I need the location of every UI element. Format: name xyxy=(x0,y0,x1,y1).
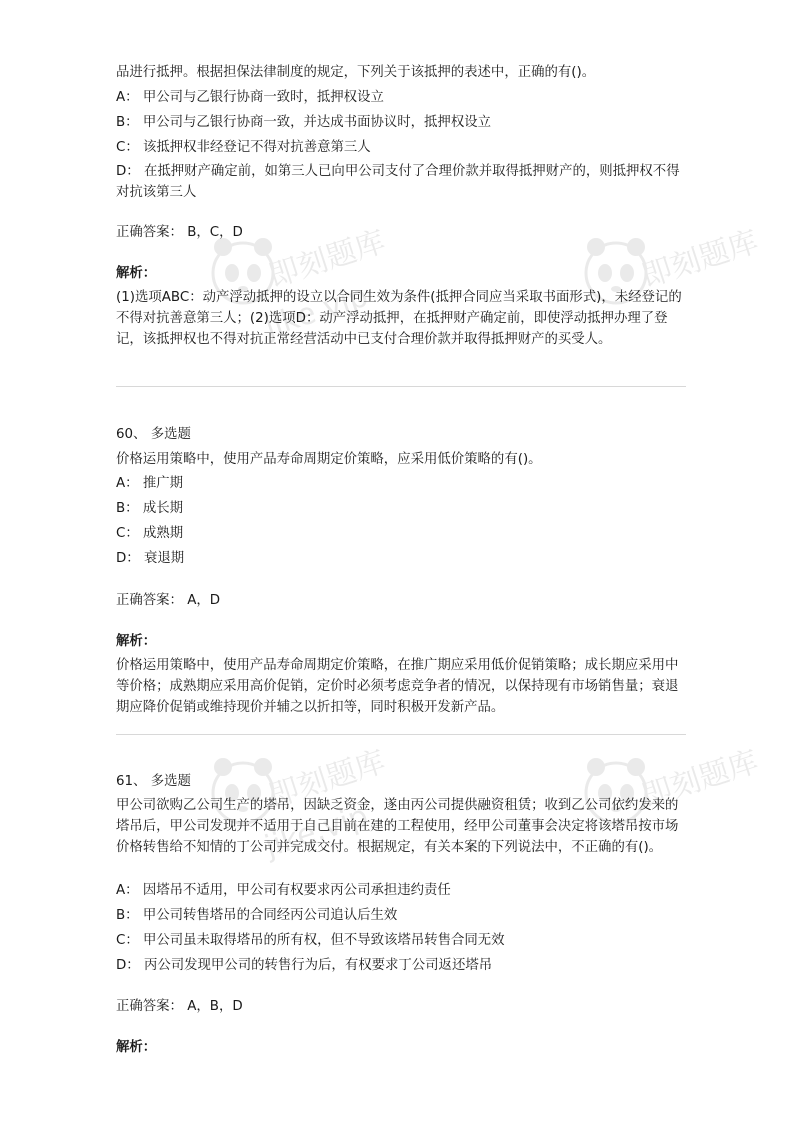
option-key: B： xyxy=(116,501,139,516)
section-divider xyxy=(116,734,686,735)
watermark-brand: 即刻题库 xyxy=(637,744,763,815)
question-header xyxy=(116,772,686,791)
option-d[interactable] xyxy=(116,956,686,975)
option-text: 甲公司转售塔吊的合同经丙公司追认后生效 xyxy=(142,908,398,923)
answer-value: B，C，D xyxy=(187,225,243,240)
option-key: A： xyxy=(116,883,139,898)
option-b[interactable] xyxy=(116,906,686,925)
option-d[interactable] xyxy=(116,549,686,568)
option-b[interactable] xyxy=(116,113,686,132)
answer-label: 正确答案： xyxy=(116,593,183,608)
question-stem: 价格运用策略中，使用产品寿命周期定价策略，应采用低价策略的有()。 xyxy=(116,452,542,467)
question-type: 多选题 xyxy=(150,427,191,442)
question-stem-tail: 品进行抵押。根据担保法律制度的规定，下列关于该抵押的表述中，正确的有()。 xyxy=(116,65,596,80)
option-b[interactable] xyxy=(116,499,686,518)
option-text: 甲公司虽未取得塔吊的所有权，但不导致该塔吊转售合同无效 xyxy=(143,933,505,948)
option-text: 该抵押权非经登记不得对抗善意第三人 xyxy=(143,140,371,155)
option-text: 甲公司与乙银行协商一致，并达成书面协议时，抵押权设立 xyxy=(142,115,491,130)
option-key: C： xyxy=(116,933,139,948)
option-text: 丙公司发现甲公司的转售行为后，有权要求丁公司返还塔吊 xyxy=(143,958,493,973)
question-header xyxy=(116,425,686,444)
option-c[interactable] xyxy=(116,138,686,157)
option-d[interactable] xyxy=(116,161,686,203)
analysis-text: 价格运用策略中，使用产品寿命周期定价策略，在推广期应采用低价促销策略；成长期应采用中等价格；成熟期应采用高价促销，定价时必须考虑竞争者的情况，以保持现有市场销售量；衰退期应降价促销或维持现价并辅之以折扣等，同时积极开发新产品。 xyxy=(116,658,679,715)
option-text: 甲公司与乙银行协商一致时，抵押权设立 xyxy=(142,90,384,105)
answer-row xyxy=(116,223,686,242)
answer-row xyxy=(116,997,686,1016)
option-text: 衰退期 xyxy=(143,551,185,566)
option-c[interactable] xyxy=(116,931,686,950)
option-key: C： xyxy=(116,526,139,541)
question-number: 61、 xyxy=(116,774,147,789)
option-key: D： xyxy=(116,958,140,973)
analysis-text: (1)选项ABC：动产浮动抵押的设立以合同生效为条件(抵押合同应当采取书面形式)，未经登记的不得对抗善意第三人；(2)选项D：动产浮动抵押，在抵押财产确定前，即使浮动抵押办理了登记，该抵押权也不得对抗正常经营活动中已支付合理价款并取得抵押财产的买受人。 xyxy=(116,290,682,347)
option-key: D： xyxy=(116,551,140,566)
option-key: A： xyxy=(116,90,139,105)
answer-value: A，D xyxy=(187,593,221,608)
option-key: B： xyxy=(116,115,139,130)
answer-row xyxy=(116,591,686,610)
analysis-label: 解析： xyxy=(116,266,157,281)
watermark-domain: jike.vip xyxy=(260,278,373,345)
answer-label: 正确答案： xyxy=(116,225,183,240)
option-a[interactable] xyxy=(116,881,686,900)
option-key: D： xyxy=(116,164,140,179)
option-key: A： xyxy=(116,476,139,491)
section-divider xyxy=(116,386,686,387)
option-text: 成长期 xyxy=(142,501,184,516)
option-text: 推广期 xyxy=(142,476,183,491)
option-a[interactable] xyxy=(116,474,686,493)
watermark-brand: 即刻题库 xyxy=(264,744,390,815)
question-number: 60、 xyxy=(116,427,147,442)
question-type: 多选题 xyxy=(150,774,191,789)
option-text: 在抵押财产确定前，如第三人已向甲公司支付了合理价款并取得抵押财产的，则抵押权不得对抗该第三人 xyxy=(116,164,680,200)
option-key: B： xyxy=(116,908,139,923)
watermark-brand: 即刻题库 xyxy=(637,224,763,295)
analysis-label: 解析： xyxy=(116,1040,157,1055)
option-text: 因塔吊不适用，甲公司有权要求丙公司承担违约责任 xyxy=(142,883,451,898)
watermark-brand: 即刻题库 xyxy=(264,224,390,295)
answer-label: 正确答案： xyxy=(116,999,183,1014)
answer-value: A，B，D xyxy=(187,999,243,1014)
question-stem: 甲公司欲购乙公司生产的塔吊，因缺乏资金，遂由丙公司提供融资租赁；收到乙公司依约发来的塔吊后，甲公司发现并不适用于自己目前在建的工程使用，经甲公司董事会决定将该塔吊按市场价格转售给不知情的丁公司并完成交付。根据规定，有关本案的下列说法中，不正确的有()。 xyxy=(116,798,679,855)
option-c[interactable] xyxy=(116,524,686,543)
watermark-domain: jike.vip xyxy=(260,798,373,865)
analysis-label: 解析： xyxy=(116,634,157,649)
option-a[interactable] xyxy=(116,88,686,107)
option-text: 成熟期 xyxy=(143,526,184,541)
option-key: C： xyxy=(116,140,139,155)
